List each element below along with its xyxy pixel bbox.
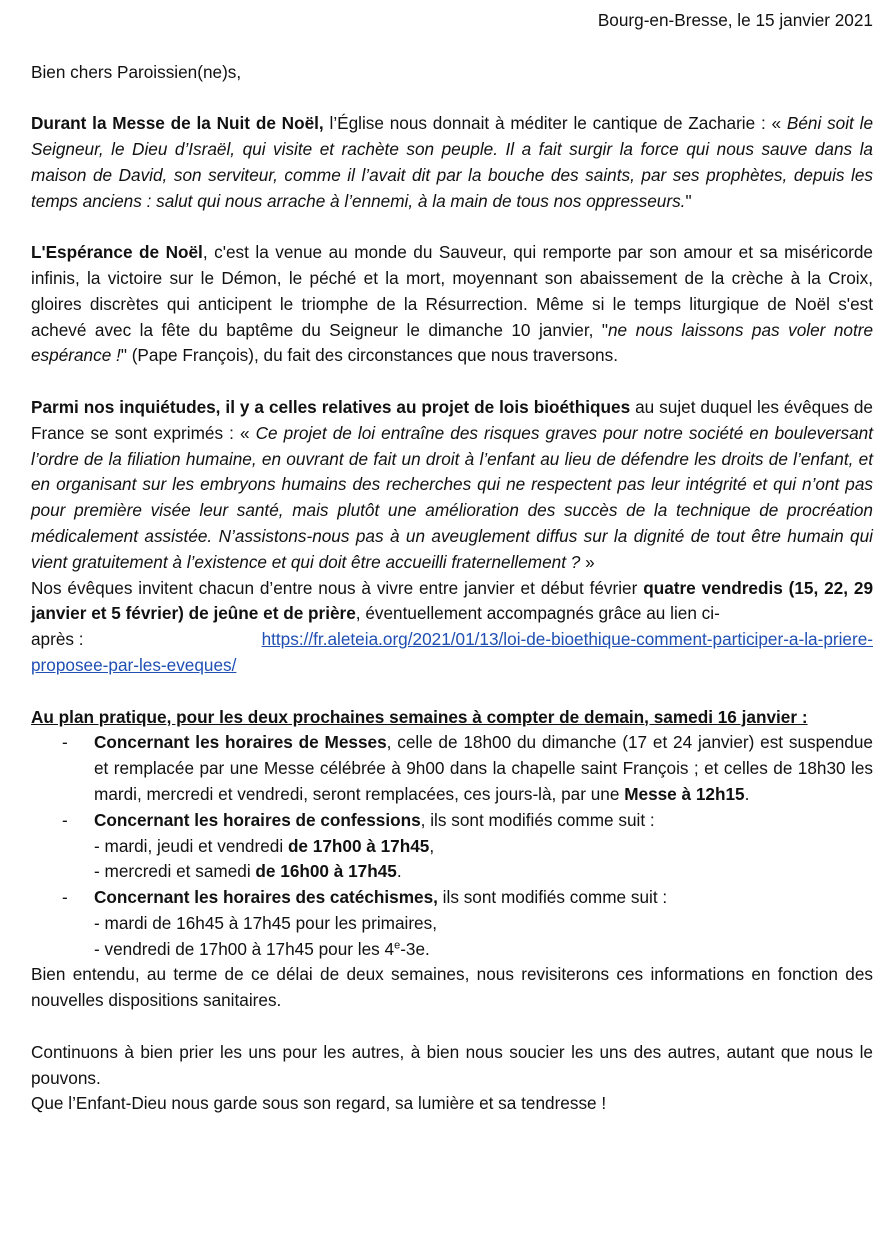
sub-line xyxy=(94,937,873,963)
body-text: » xyxy=(580,551,595,572)
date-line: Bourg-en-Bresse, le 15 janvier 2021 xyxy=(597,10,873,30)
body-text: - mardi, jeudi et vendredi xyxy=(94,835,288,856)
body-text: Nos évêques invitent chacun d’entre nous à vivre entre janvier et début février xyxy=(31,577,644,598)
body-text: - mercredi et samedi xyxy=(94,861,256,882)
emphasis: Messe à 12h15 xyxy=(624,783,745,804)
closing-blessing: Que l’Enfant-Dieu nous garde sous son regard, sa lumière et sa tendresse ! xyxy=(31,1093,607,1114)
paragraph-revisit: Bien entendu, au terme de ce délai de deux semaines, nous revisiterons ces informations en fonction des nouvelles dispositions sanitaires. xyxy=(31,964,873,1011)
body-text: " xyxy=(685,190,692,211)
list-item-confessions xyxy=(31,808,873,885)
body-text: -3e. xyxy=(400,938,430,959)
emphasis: Parmi nos inquiétudes, il y a celles relatives au projet de lois bioéthiques xyxy=(31,396,631,417)
paragraph-christmas-hope xyxy=(31,240,873,369)
list-item-catechism xyxy=(31,885,873,962)
letter-page xyxy=(31,8,873,1117)
link-line xyxy=(31,627,873,653)
emphasis: Durant la Messe de la Nuit de Noël, xyxy=(31,113,324,134)
paragraph-christmas-mass xyxy=(31,111,873,214)
link-prefix: après : xyxy=(31,629,84,650)
body-text: , c'est la venue au monde du Sauveur, qui remporte par son amour et sa miséricorde infinis, la victoire sur le Démon, le péché et la mort, moyennant son abaissement de la crèche à la Croix, gloires discrètes qui anticipent le triomphe de la Résurrection. Même si le temps liturgique de Noël s'est achevé avec la fête du baptême du Seigneur le dimanche 10 janvier, " xyxy=(31,242,873,340)
emphasis: L'Espérance de Noël xyxy=(31,242,203,263)
paragraph-bioethics xyxy=(31,395,873,576)
body-text: - mardi de 16h45 à 17h45 pour les primaires, xyxy=(94,912,437,933)
emphasis: Concernant les horaires de confessions xyxy=(94,809,421,830)
emphasis: Concernant les horaires des catéchismes, xyxy=(94,887,438,908)
emphasis: Concernant les horaires de Messes xyxy=(94,732,387,753)
body-text: l’Église nous donnait à méditer le cantique de Zacharie : « xyxy=(323,113,787,134)
body-text: , éventuellement accompagnés grâce au lien ci- xyxy=(355,603,720,624)
body-text: , xyxy=(429,835,435,856)
superscript: e xyxy=(394,938,401,951)
aleteia-link-part-2[interactable]: proposee-par-les-eveques/ xyxy=(31,654,237,675)
sub-line xyxy=(94,911,873,937)
emphasis: quatre vendredis (15, 22, 29 janvier et 5 février) de jeûne et de prière xyxy=(31,577,873,624)
practical-list xyxy=(31,730,873,962)
emphasis: de 17h00 à 17h45 xyxy=(287,835,430,856)
body-text: ils sont modifiés comme suit : xyxy=(437,887,668,908)
salutation: Bien chers Paroissien(ne)s, xyxy=(31,61,242,82)
practical-heading: Au plan pratique, pour les deux prochaines semaines à compter de demain, samedi 16 janvier : xyxy=(31,706,808,727)
quote: Ce projet de loi entraîne des risques graves pour notre société en bouleversant l’ordre de la filiation humaine, en ouvrant de fait un droit à l’enfant au lieu de défendre les droits de l’enfant, et en organisant sur les embryons humains des recherches qui ne respectent pas leur intégrité et qui n’ont pas pour première visée leur santé, mais plutôt une amélioration des succès de la technique de procréation médicalement assistée. N’assistons-nous pas à un aveuglement diffus sur la dignité de tout être humain qui vient gratuitement à l’existence et qui doit être accueilli fraternellement ? xyxy=(31,422,873,572)
body-text: " (Pape François), du fait des circonstances que nous traversons. xyxy=(120,345,618,366)
quote: ne nous laissons pas voler notre espérance ! xyxy=(31,319,874,366)
body-text: , ils sont modifiés comme suit : xyxy=(420,809,655,830)
quote: Béni soit le Seigneur, le Dieu d’Israël, qui visite et rachète son peuple. Il a fait surgir la force qui nous sauve dans la maison de David, son serviteur, comme il l’avait dit par la bouche des saints, par ses prophètes, depuis les temps anciens : salut qui nous arrache à l’ennemi, à la main de tous nos oppresseurs. xyxy=(31,113,874,211)
link-line-2 xyxy=(31,653,873,679)
sub-line xyxy=(94,859,873,885)
list-item-masses xyxy=(31,730,873,807)
body-text: . xyxy=(744,783,750,804)
paragraph-prayer: Continuons à bien prier les uns pour les autres, à bien nous soucier les uns des autres, autant que nous le pouvons. xyxy=(31,1041,873,1088)
paragraph-fasting xyxy=(31,576,873,628)
emphasis: de 16h00 à 17h45 xyxy=(255,861,397,882)
body-text: . xyxy=(396,861,402,882)
body-text: , celle de 18h00 du dimanche (17 et 24 janvier) est suspendue et remplacée par une Messe célébrée à 9h00 dans la chapelle saint François ; et celles de 18h30 les mardi, mercredi et vendredi, seront remplacées, ces jours-là, par une xyxy=(94,732,873,804)
aleteia-link-part-1[interactable]: https://fr.aleteia.org/2021/01/13/loi-de-bioethique-comment-participer-a-la-priere- xyxy=(261,629,873,650)
body-text: au sujet duquel les évêques de France se sont exprimés : « xyxy=(31,396,873,443)
body-text: - vendredi de 17h00 à 17h45 pour les 4 xyxy=(94,938,395,959)
sub-line xyxy=(94,834,873,860)
